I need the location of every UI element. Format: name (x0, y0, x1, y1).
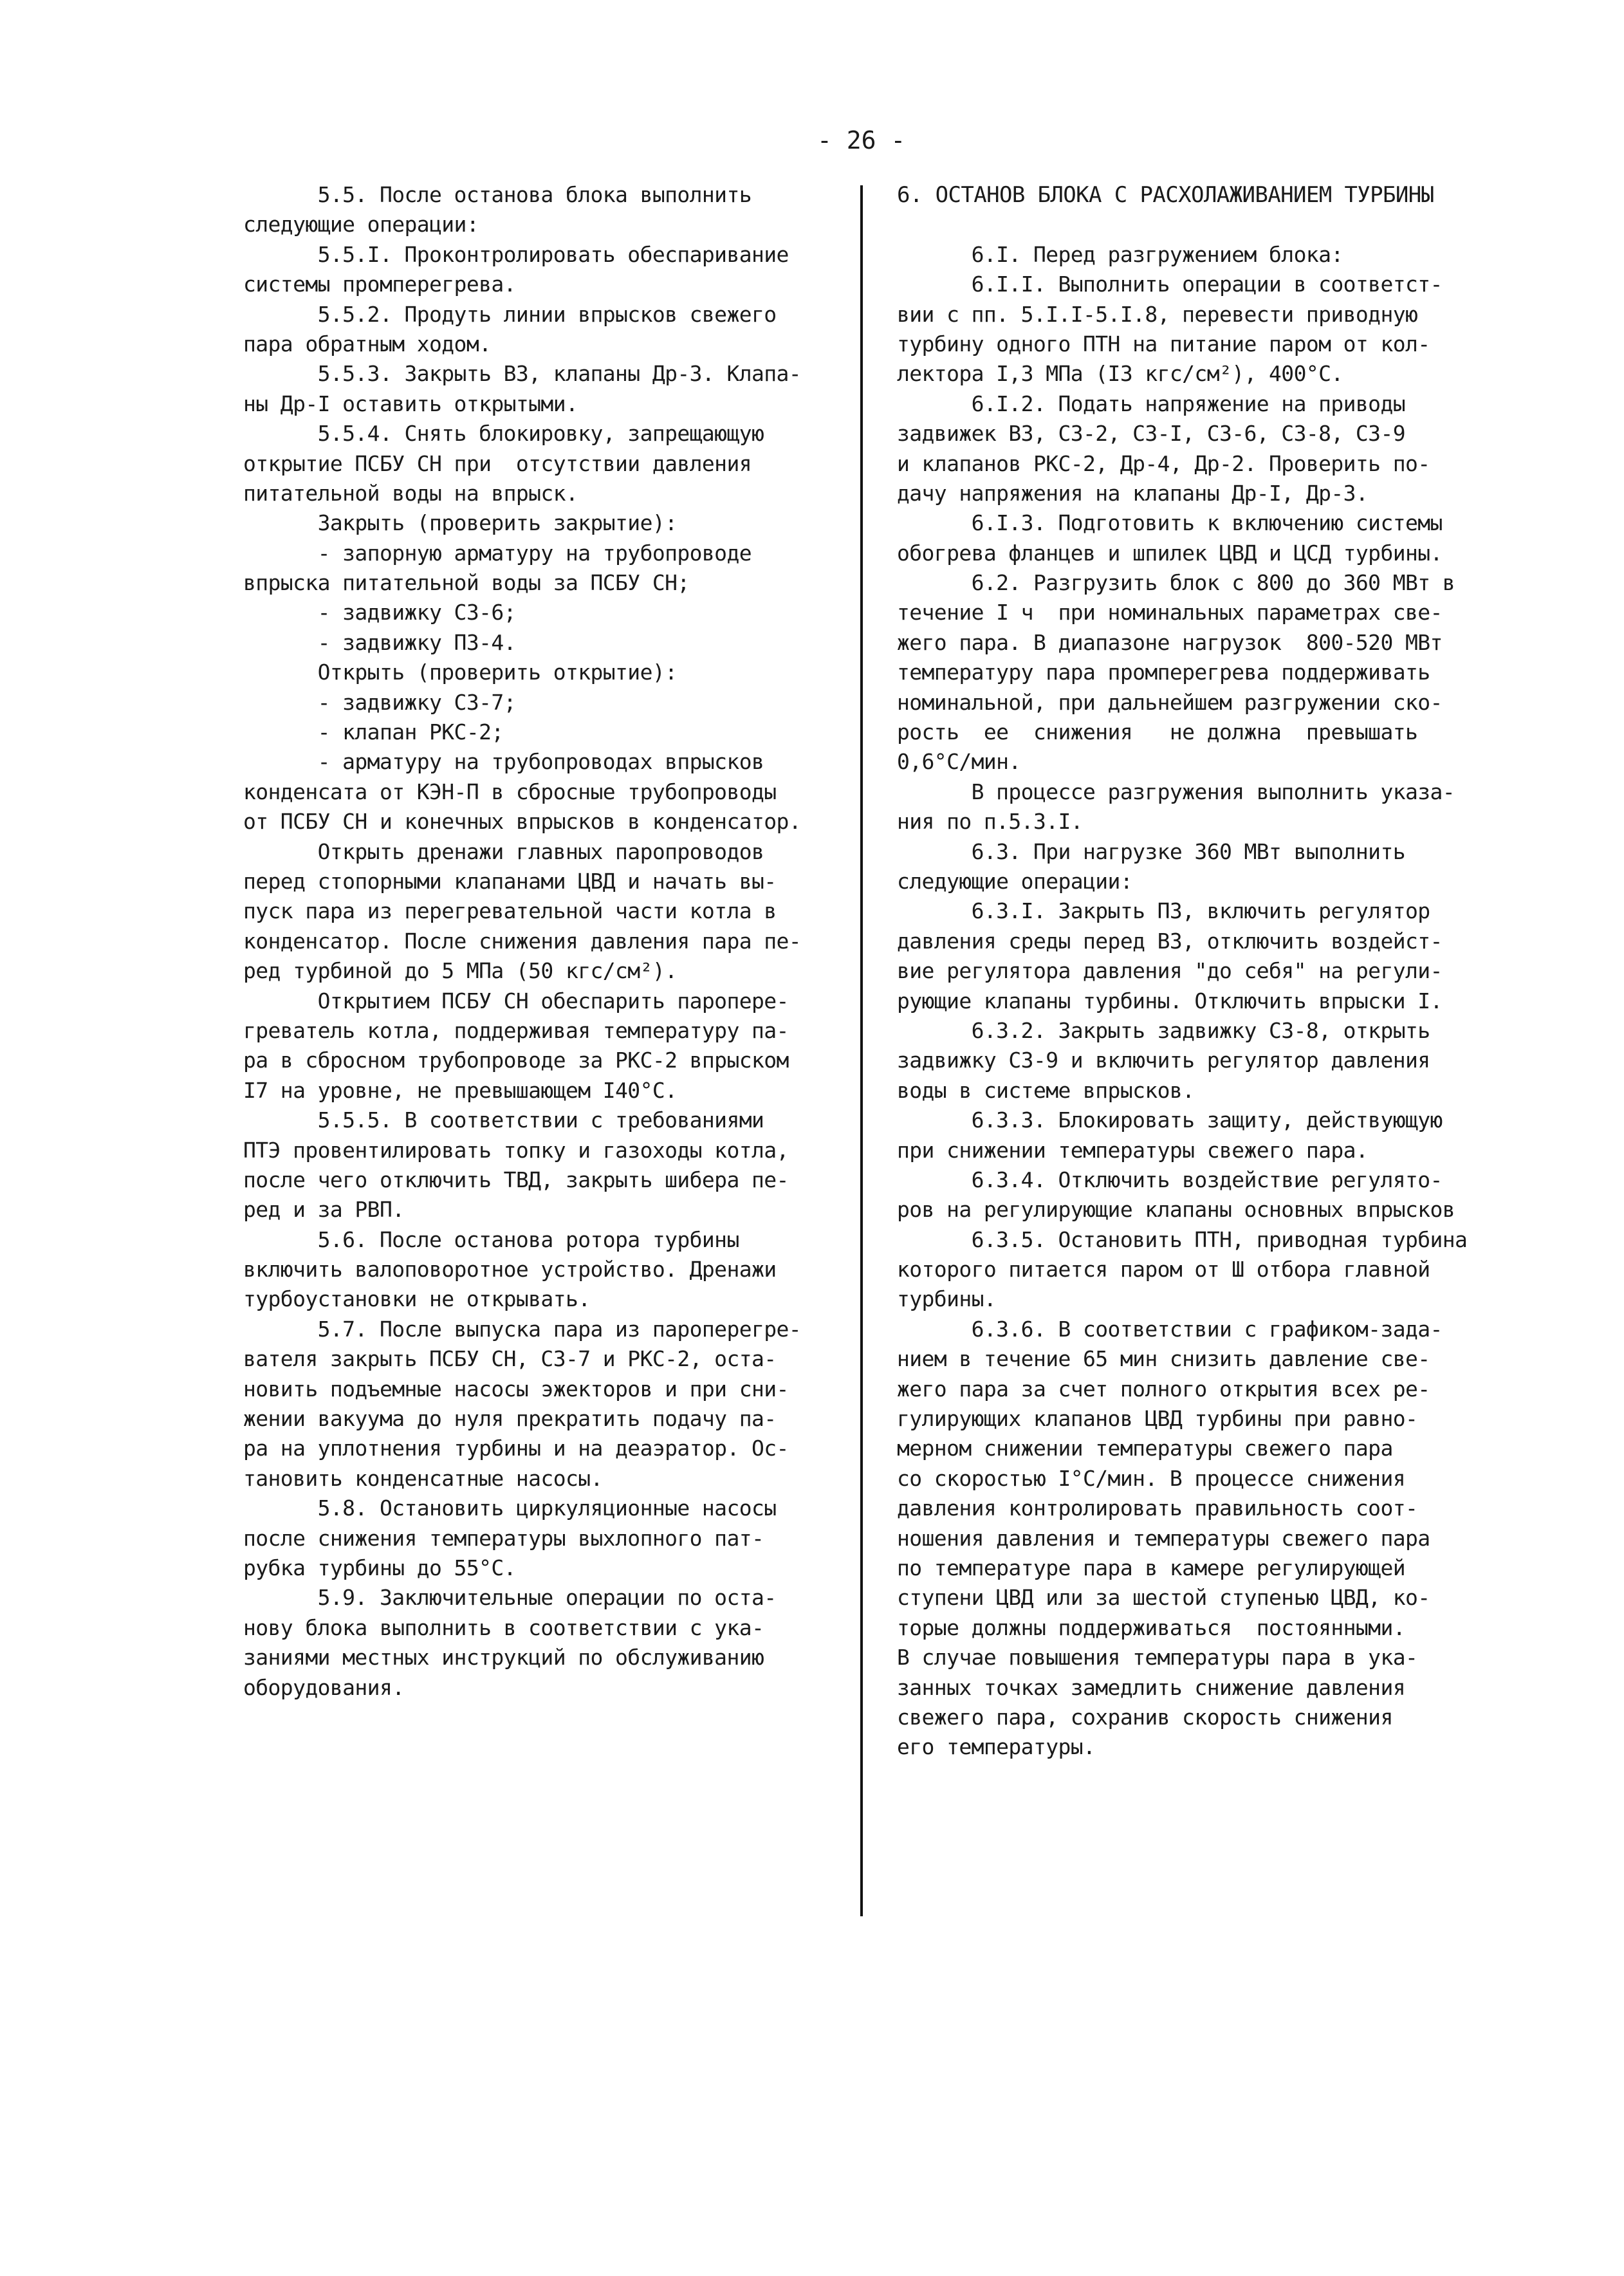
left-text-line: Закрыть (проверить закрытие): (243, 510, 678, 536)
left-text-line: - задвижку ПЗ-4. (243, 629, 516, 655)
right-text-line: следующие операции: (897, 868, 1133, 894)
left-text-line: Открытием ПСБУ СН обеспарить паропере- (243, 988, 789, 1013)
left-text-line: - клапан РКС-2; (243, 719, 504, 745)
right-text-line: 6.I.3. Подготовить к включению системы (897, 510, 1443, 536)
right-text-line: В случае повышения температуры пара в ука- (897, 1645, 1418, 1670)
left-text-line: 5.9. Заключительные операции по оста- (243, 1585, 777, 1611)
right-text-line: температуру пара промперегрева поддерживать (897, 660, 1430, 685)
left-text-line: 5.5.2. Продуть линии впрысков свежего (243, 301, 777, 327)
left-text-line: после снижения температуры выхлопного пат- (243, 1525, 764, 1551)
right-text-line: гулирующих клапанов ЦВД турбины при равно- (897, 1406, 1418, 1432)
left-text-line: оборудования. (243, 1674, 405, 1700)
right-text-line: обогрева фланцев и шпилек ЦВД и ЦСД турбины. (897, 540, 1443, 566)
left-text-line: нову блока выполнить в соответствии с ука- (243, 1614, 764, 1640)
left-text-line: 5.5. После останова блока выполнить (243, 182, 752, 207)
right-text-line: ступени ЦВД или за шестой ступенью ЦВД, ко- (897, 1585, 1430, 1611)
right-text-line: и клапанов РКС-2, Др-4, Др-2. Проверить по- (897, 450, 1430, 476)
right-text-line: В процессе разгружения выполнить указа- (897, 779, 1455, 804)
left-text-line: турбоустановки не открывать. (243, 1286, 591, 1312)
column-divider (860, 185, 863, 1916)
left-text-line: от ПСБУ СН и конечных впрысков в конденсатор. (243, 809, 802, 835)
left-text-line: - арматуру на трубопроводах впрысков (243, 749, 764, 775)
left-text-line: ра в сбросном трубопроводе за РКС-2 впрыском (243, 1048, 789, 1073)
right-text-line: турбины. (897, 1286, 997, 1312)
left-text-line: пара обратным ходом. (243, 331, 492, 356)
right-text-line: 6.I. Перед разгружением блока: (897, 241, 1343, 267)
right-text-line: свежего пара, сохранив скорость снижения (897, 1704, 1393, 1730)
left-text-line: после чего отключить ТВД, закрыть шибера пе- (243, 1167, 789, 1192)
left-text-line: питательной воды на впрыск. (243, 480, 578, 506)
left-text-line: 5.5.5. В соответствии с требованиями (243, 1107, 764, 1133)
right-text-line: его температуры. (897, 1734, 1096, 1760)
right-text-line: течение I ч при номинальных параметрах све- (897, 600, 1443, 625)
right-text-line: давления контролировать правильность соот- (897, 1495, 1418, 1521)
right-text-line: 6. ОСТАНОВ БЛОКА С РАСХОЛАЖИВАНИЕМ ТУРБИНЫ (897, 182, 1434, 208)
left-text-line: перед стопорными клапанами ЦВД и начать вы- (243, 868, 777, 894)
right-text-line: воды в системе впрысков. (897, 1077, 1195, 1103)
right-text-line: занных точках замедлить снижение давления (897, 1674, 1405, 1700)
right-text-line: ношения давления и температуры свежего пара (897, 1525, 1430, 1551)
page-number: - 26 - (817, 126, 906, 154)
left-text-line: ны Др-I оставить открытыми. (243, 391, 578, 416)
left-text-line: 5.5.4. Снять блокировку, запрещающую (243, 421, 764, 447)
left-text-line: жении вакуума до нуля прекратить подачу па- (243, 1406, 777, 1432)
left-text-line: впрыска питательной воды за ПСБУ СН; (243, 570, 690, 596)
right-text-line: ров на регулирующие клапаны основных впрысков (897, 1197, 1455, 1223)
left-text-line: системы промперегрева. (243, 272, 516, 297)
right-text-line: нием в течение 65 мин снизить давление све- (897, 1346, 1430, 1372)
right-text-line (897, 210, 1534, 239)
right-text-line: задвижку СЗ-9 и включить регулятор давления (897, 1048, 1430, 1073)
right-text-line: задвижек ВЗ, СЗ-2, СЗ-I, СЗ-6, СЗ-8, СЗ-9 (897, 421, 1405, 447)
right-text-line: рующие клапаны турбины. Отключить впрыски I. (897, 988, 1443, 1013)
right-text-line: турбину одного ПТН на питание паром от кол- (897, 331, 1430, 356)
left-text-line: Открыть (проверить открытие): (243, 660, 678, 685)
right-text-line: 6.3. При нагрузке 360 МВт выполнить (897, 838, 1405, 864)
left-column (243, 180, 861, 1703)
left-text-line: - запорную арматуру на трубопроводе (243, 540, 752, 566)
right-text-line: 6.2. Разгрузить блок с 800 до 360 МВт в (897, 570, 1455, 596)
right-text-line: вии с пп. 5.I.I-5.I.8, перевести приводную (897, 301, 1418, 327)
right-text-line: 6.3.2. Закрыть задвижку СЗ-8, открыть (897, 1017, 1430, 1043)
left-text-line: вателя закрыть ПСБУ СН, СЗ-7 и РКС-2, оста- (243, 1346, 777, 1372)
right-text-line: номинальной, при дальнейшем разгружении ско- (897, 689, 1443, 715)
right-text-line: по температуре пара в камере регулирующей (897, 1555, 1405, 1580)
left-text-line: ра на уплотнения турбины и на деаэратор. Ос- (243, 1436, 789, 1461)
right-text-line: мерном снижении температуры свежего пара (897, 1436, 1393, 1461)
right-text-line: 6.3.5. Остановить ПТН, приводная турбина (897, 1226, 1468, 1252)
right-text-line: рость ее снижения не должна превышать (897, 719, 1418, 745)
right-text-line: 0,6°С/мин. (897, 749, 1021, 775)
right-text-line: жего пара. В диапазоне нагрузок 800-520 МВт (897, 629, 1443, 655)
left-text-line: ПТЭ провентилировать топку и газоходы котла, (243, 1137, 789, 1163)
left-text-line: включить валоповоротное устройство. Дренажи (243, 1257, 777, 1282)
left-text-line: 5.7. После выпуска пара из пароперегре- (243, 1316, 802, 1342)
left-text-line: открытие ПСБУ СН при отсутствии давления (243, 450, 752, 476)
right-text-line: со скоростью I°С/мин. В процессе снижения (897, 1465, 1405, 1491)
right-text-line: 6.3.4. Отключить воздействие регулято- (897, 1167, 1443, 1192)
left-text-line: конденсатор. После снижения давления пара пе- (243, 928, 802, 954)
left-text-line: - задвижку СЗ-7; (243, 689, 516, 715)
right-column (897, 180, 1534, 1763)
left-text-line: 5.6. После останова ротора турбины (243, 1226, 739, 1252)
right-text-line: при снижении температуры свежего пара. (897, 1137, 1369, 1163)
left-text-line: греватель котла, поддерживая температуру па- (243, 1017, 789, 1043)
left-text-line: новить подъемные насосы эжекторов и при сни- (243, 1376, 789, 1402)
right-text-line: ния по п.5.3.I. (897, 809, 1084, 835)
left-text-line: - задвижку СЗ-6; (243, 600, 516, 625)
left-text-line: пуск пара из перегревательной части котла в (243, 898, 777, 924)
right-text-line: 6.3.6. В соответствии с графиком-зада- (897, 1316, 1443, 1342)
left-text-line: ред и за РВП. (243, 1197, 405, 1223)
left-text-line: I7 на уровне, не превышающем I40°С. (243, 1077, 678, 1103)
right-text-line: дачу напряжения на клапаны Др-I, Др-3. (897, 480, 1369, 506)
left-text-line: 5.5.I. Проконтролировать обеспаривание (243, 241, 789, 267)
left-text-line: 5.8. Остановить циркуляционные насосы (243, 1495, 777, 1521)
left-text-line: тановить конденсатные насосы. (243, 1465, 603, 1491)
right-text-line: 6.I.2. Подать напряжение на приводы (897, 391, 1405, 416)
right-text-line: давления среды перед ВЗ, отключить воздейст- (897, 928, 1443, 954)
right-text-line: торые должны поддерживаться постоянными. (897, 1614, 1405, 1640)
right-text-line: 6.I.I. Выполнить операции в соответст- (897, 272, 1443, 297)
right-text-line: 6.3.I. Закрыть ПЗ, включить регулятор (897, 898, 1430, 924)
left-text-line: конденсата от КЭН-П в сбросные трубопроводы (243, 779, 777, 804)
right-text-line: вие регулятора давления "до себя" на регули- (897, 958, 1443, 984)
left-text-line: Открыть дренажи главных паропроводов (243, 838, 764, 864)
right-text-line: которого питается паром от Ш отбора главной (897, 1257, 1430, 1282)
left-text-line: ред турбиной до 5 МПа (50 кгс/см²). (243, 958, 678, 984)
left-text-line: 5.5.3. Закрыть ВЗ, клапаны Др-3. Клапа- (243, 361, 802, 387)
right-text-line: лектора I,3 МПа (I3 кгс/см²), 400°С. (897, 361, 1343, 387)
right-text-line: жего пара за счет полного открытия всех ре- (897, 1376, 1430, 1402)
left-text-line: заниями местных инструкций по обслуживанию (243, 1645, 764, 1670)
left-text-line: рубка турбины до 55°С. (243, 1555, 516, 1580)
left-text-line: следующие операции: (243, 212, 479, 237)
right-text-line: 6.3.3. Блокировать защиту, действующую (897, 1107, 1443, 1133)
